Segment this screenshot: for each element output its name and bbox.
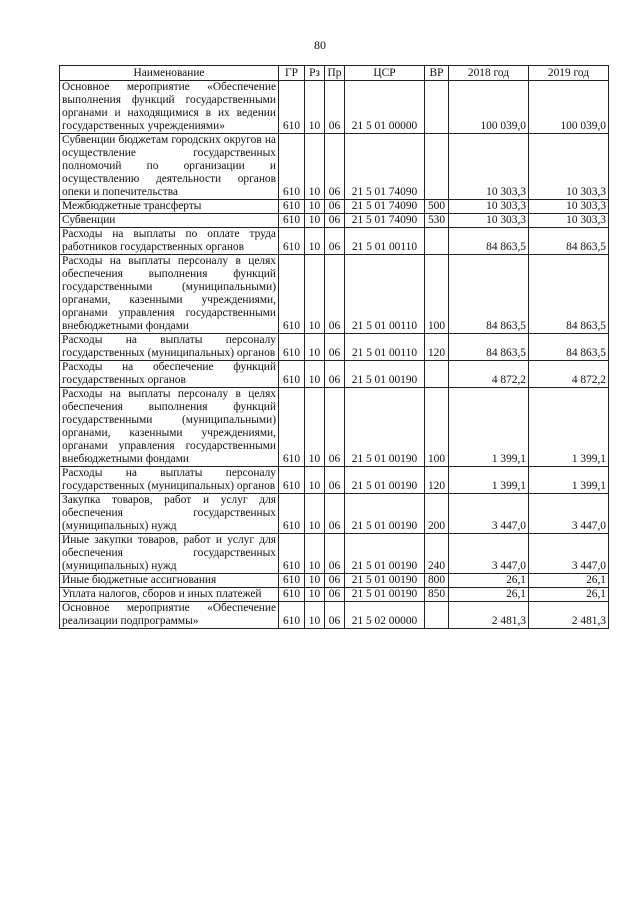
cell-rz: 10 <box>305 81 325 134</box>
header-row <box>60 66 609 81</box>
cell-gr: 610 <box>279 81 305 134</box>
cell-vr <box>425 134 449 200</box>
cell-pr: 06 <box>325 255 345 334</box>
cell-rz: 10 <box>305 361 325 388</box>
cell-2019: 26,1 <box>529 588 609 602</box>
cell-2019: 2 481,3 <box>529 602 609 629</box>
cell-name: Расходы на выплаты по оплате труда работников государственных органов <box>60 228 279 255</box>
table-row <box>60 214 609 228</box>
cell-gr: 610 <box>279 200 305 214</box>
header-gr: ГР <box>279 66 305 81</box>
cell-name: Расходы на выплаты персоналу в целях обеспечения выполнения функций государственными (муниципальными) органами, казенными учреждениями, органами управления государственными внебюджетными фондами <box>60 255 279 334</box>
cell-gr: 610 <box>279 588 305 602</box>
cell-name: Субвенции <box>60 214 279 228</box>
cell-2019: 4 872,2 <box>529 361 609 388</box>
cell-name: Расходы на выплаты персоналу государственных (муниципальных) органов <box>60 334 279 361</box>
cell-gr: 610 <box>279 534 305 574</box>
cell-rz: 10 <box>305 602 325 629</box>
cell-2018: 26,1 <box>449 588 529 602</box>
cell-rz: 10 <box>305 134 325 200</box>
cell-vr: 800 <box>425 574 449 588</box>
cell-pr: 06 <box>325 388 345 467</box>
cell-csr: 21 5 01 74090 <box>345 134 425 200</box>
cell-2018: 26,1 <box>449 574 529 588</box>
cell-pr: 06 <box>325 214 345 228</box>
cell-2018: 3 447,0 <box>449 494 529 534</box>
cell-rz: 10 <box>305 494 325 534</box>
cell-gr: 610 <box>279 334 305 361</box>
cell-2019: 10 303,3 <box>529 134 609 200</box>
cell-csr: 21 5 01 74090 <box>345 214 425 228</box>
cell-name: Уплата налогов, сборов и иных платежей <box>60 588 279 602</box>
cell-gr: 610 <box>279 214 305 228</box>
header-rz: Рз <box>305 66 325 81</box>
table-row <box>60 255 609 334</box>
table-row <box>60 588 609 602</box>
cell-csr: 21 5 01 00190 <box>345 388 425 467</box>
header-vr: ВР <box>425 66 449 81</box>
cell-vr <box>425 602 449 629</box>
cell-name: Расходы на выплаты персоналу в целях обеспечения выполнения функций государственными (муниципальными) органами, казенными учреждениями, органами управления государственными внебюджетными фондами <box>60 388 279 467</box>
header-csr: ЦСР <box>345 66 425 81</box>
cell-2019: 3 447,0 <box>529 534 609 574</box>
cell-csr: 21 5 01 00190 <box>345 494 425 534</box>
cell-gr: 610 <box>279 602 305 629</box>
cell-2019: 10 303,3 <box>529 214 609 228</box>
cell-2019: 84 863,5 <box>529 228 609 255</box>
table-row <box>60 228 609 255</box>
cell-pr: 06 <box>325 494 345 534</box>
header-2019: 2019 год <box>529 66 609 81</box>
cell-vr: 120 <box>425 334 449 361</box>
cell-gr: 610 <box>279 255 305 334</box>
table-body <box>60 81 609 629</box>
cell-2018: 10 303,3 <box>449 200 529 214</box>
cell-pr: 06 <box>325 134 345 200</box>
header-name: Наименование <box>60 66 279 81</box>
table-row <box>60 334 609 361</box>
cell-gr: 610 <box>279 467 305 494</box>
cell-csr: 21 5 01 00190 <box>345 534 425 574</box>
cell-name: Межбюджетные трансферты <box>60 200 279 214</box>
cell-csr: 21 5 01 00110 <box>345 228 425 255</box>
cell-csr: 21 5 01 00190 <box>345 574 425 588</box>
cell-rz: 10 <box>305 334 325 361</box>
cell-2019: 3 447,0 <box>529 494 609 534</box>
table-row <box>60 467 609 494</box>
cell-name: Основное мероприятие «Обеспечение выполнения функций государственными органами и находящимися в их ведении государственных учреждениями» <box>60 81 279 134</box>
cell-pr: 06 <box>325 574 345 588</box>
cell-name: Закупка товаров, работ и услуг для обеспечения государственных (муниципальных) нужд <box>60 494 279 534</box>
cell-csr: 21 5 01 00110 <box>345 334 425 361</box>
cell-rz: 10 <box>305 200 325 214</box>
cell-2018: 10 303,3 <box>449 214 529 228</box>
cell-vr <box>425 228 449 255</box>
table-row <box>60 574 609 588</box>
cell-rz: 10 <box>305 588 325 602</box>
cell-2019: 84 863,5 <box>529 334 609 361</box>
table-row <box>60 134 609 200</box>
cell-2018: 3 447,0 <box>449 534 529 574</box>
cell-rz: 10 <box>305 574 325 588</box>
cell-vr: 850 <box>425 588 449 602</box>
cell-rz: 10 <box>305 467 325 494</box>
cell-2019: 1 399,1 <box>529 388 609 467</box>
table-row <box>60 361 609 388</box>
cell-vr: 500 <box>425 200 449 214</box>
cell-csr: 21 5 01 74090 <box>345 200 425 214</box>
cell-csr: 21 5 01 00190 <box>345 361 425 388</box>
cell-vr: 240 <box>425 534 449 574</box>
cell-2019: 84 863,5 <box>529 255 609 334</box>
cell-pr: 06 <box>325 200 345 214</box>
cell-vr <box>425 81 449 134</box>
cell-vr: 100 <box>425 255 449 334</box>
cell-rz: 10 <box>305 388 325 467</box>
cell-gr: 610 <box>279 361 305 388</box>
cell-gr: 610 <box>279 494 305 534</box>
cell-csr: 21 5 01 00110 <box>345 255 425 334</box>
cell-2018: 1 399,1 <box>449 388 529 467</box>
cell-vr <box>425 361 449 388</box>
table-row <box>60 494 609 534</box>
table-row <box>60 81 609 134</box>
cell-name: Субвенции бюджетам городских округов на осуществление государственных полномочий по организации и осуществлению деятельности органов опеки и попечительства <box>60 134 279 200</box>
cell-vr: 100 <box>425 388 449 467</box>
header-2018: 2018 год <box>449 66 529 81</box>
cell-name: Расходы на обеспечение функций государственных органов <box>60 361 279 388</box>
cell-pr: 06 <box>325 361 345 388</box>
cell-gr: 610 <box>279 228 305 255</box>
cell-name: Расходы на выплаты персоналу государственных (муниципальных) органов <box>60 467 279 494</box>
cell-gr: 610 <box>279 574 305 588</box>
cell-2018: 10 303,3 <box>449 134 529 200</box>
cell-2018: 4 872,2 <box>449 361 529 388</box>
table-row <box>60 534 609 574</box>
cell-rz: 10 <box>305 534 325 574</box>
cell-2018: 100 039,0 <box>449 81 529 134</box>
cell-2018: 84 863,5 <box>449 228 529 255</box>
cell-2018: 2 481,3 <box>449 602 529 629</box>
cell-pr: 06 <box>325 228 345 255</box>
cell-vr: 200 <box>425 494 449 534</box>
cell-rz: 10 <box>305 255 325 334</box>
cell-gr: 610 <box>279 388 305 467</box>
cell-2019: 100 039,0 <box>529 81 609 134</box>
cell-name: Иные бюджетные ассигнования <box>60 574 279 588</box>
cell-2019: 1 399,1 <box>529 467 609 494</box>
cell-pr: 06 <box>325 588 345 602</box>
cell-csr: 21 5 02 00000 <box>345 602 425 629</box>
cell-2018: 84 863,5 <box>449 255 529 334</box>
cell-csr: 21 5 01 00190 <box>345 588 425 602</box>
cell-pr: 06 <box>325 81 345 134</box>
header-pr: Пр <box>325 66 345 81</box>
cell-pr: 06 <box>325 534 345 574</box>
budget-table <box>59 65 609 629</box>
cell-pr: 06 <box>325 602 345 629</box>
cell-csr: 21 5 01 00190 <box>345 467 425 494</box>
cell-rz: 10 <box>305 228 325 255</box>
cell-rz: 10 <box>305 214 325 228</box>
cell-vr: 530 <box>425 214 449 228</box>
cell-pr: 06 <box>325 334 345 361</box>
cell-2019: 26,1 <box>529 574 609 588</box>
table-row <box>60 200 609 214</box>
cell-2018: 84 863,5 <box>449 334 529 361</box>
cell-csr: 21 5 01 00000 <box>345 81 425 134</box>
table-row <box>60 602 609 629</box>
cell-2018: 1 399,1 <box>449 467 529 494</box>
cell-name: Основное мероприятие «Обеспечение реализации подпрограммы» <box>60 602 279 629</box>
cell-pr: 06 <box>325 467 345 494</box>
table-row <box>60 388 609 467</box>
cell-2019: 10 303,3 <box>529 200 609 214</box>
cell-gr: 610 <box>279 134 305 200</box>
cell-name: Иные закупки товаров, работ и услуг для обеспечения государственных (муниципальных) нужд <box>60 534 279 574</box>
cell-vr: 120 <box>425 467 449 494</box>
page-number: 80 <box>314 38 326 52</box>
